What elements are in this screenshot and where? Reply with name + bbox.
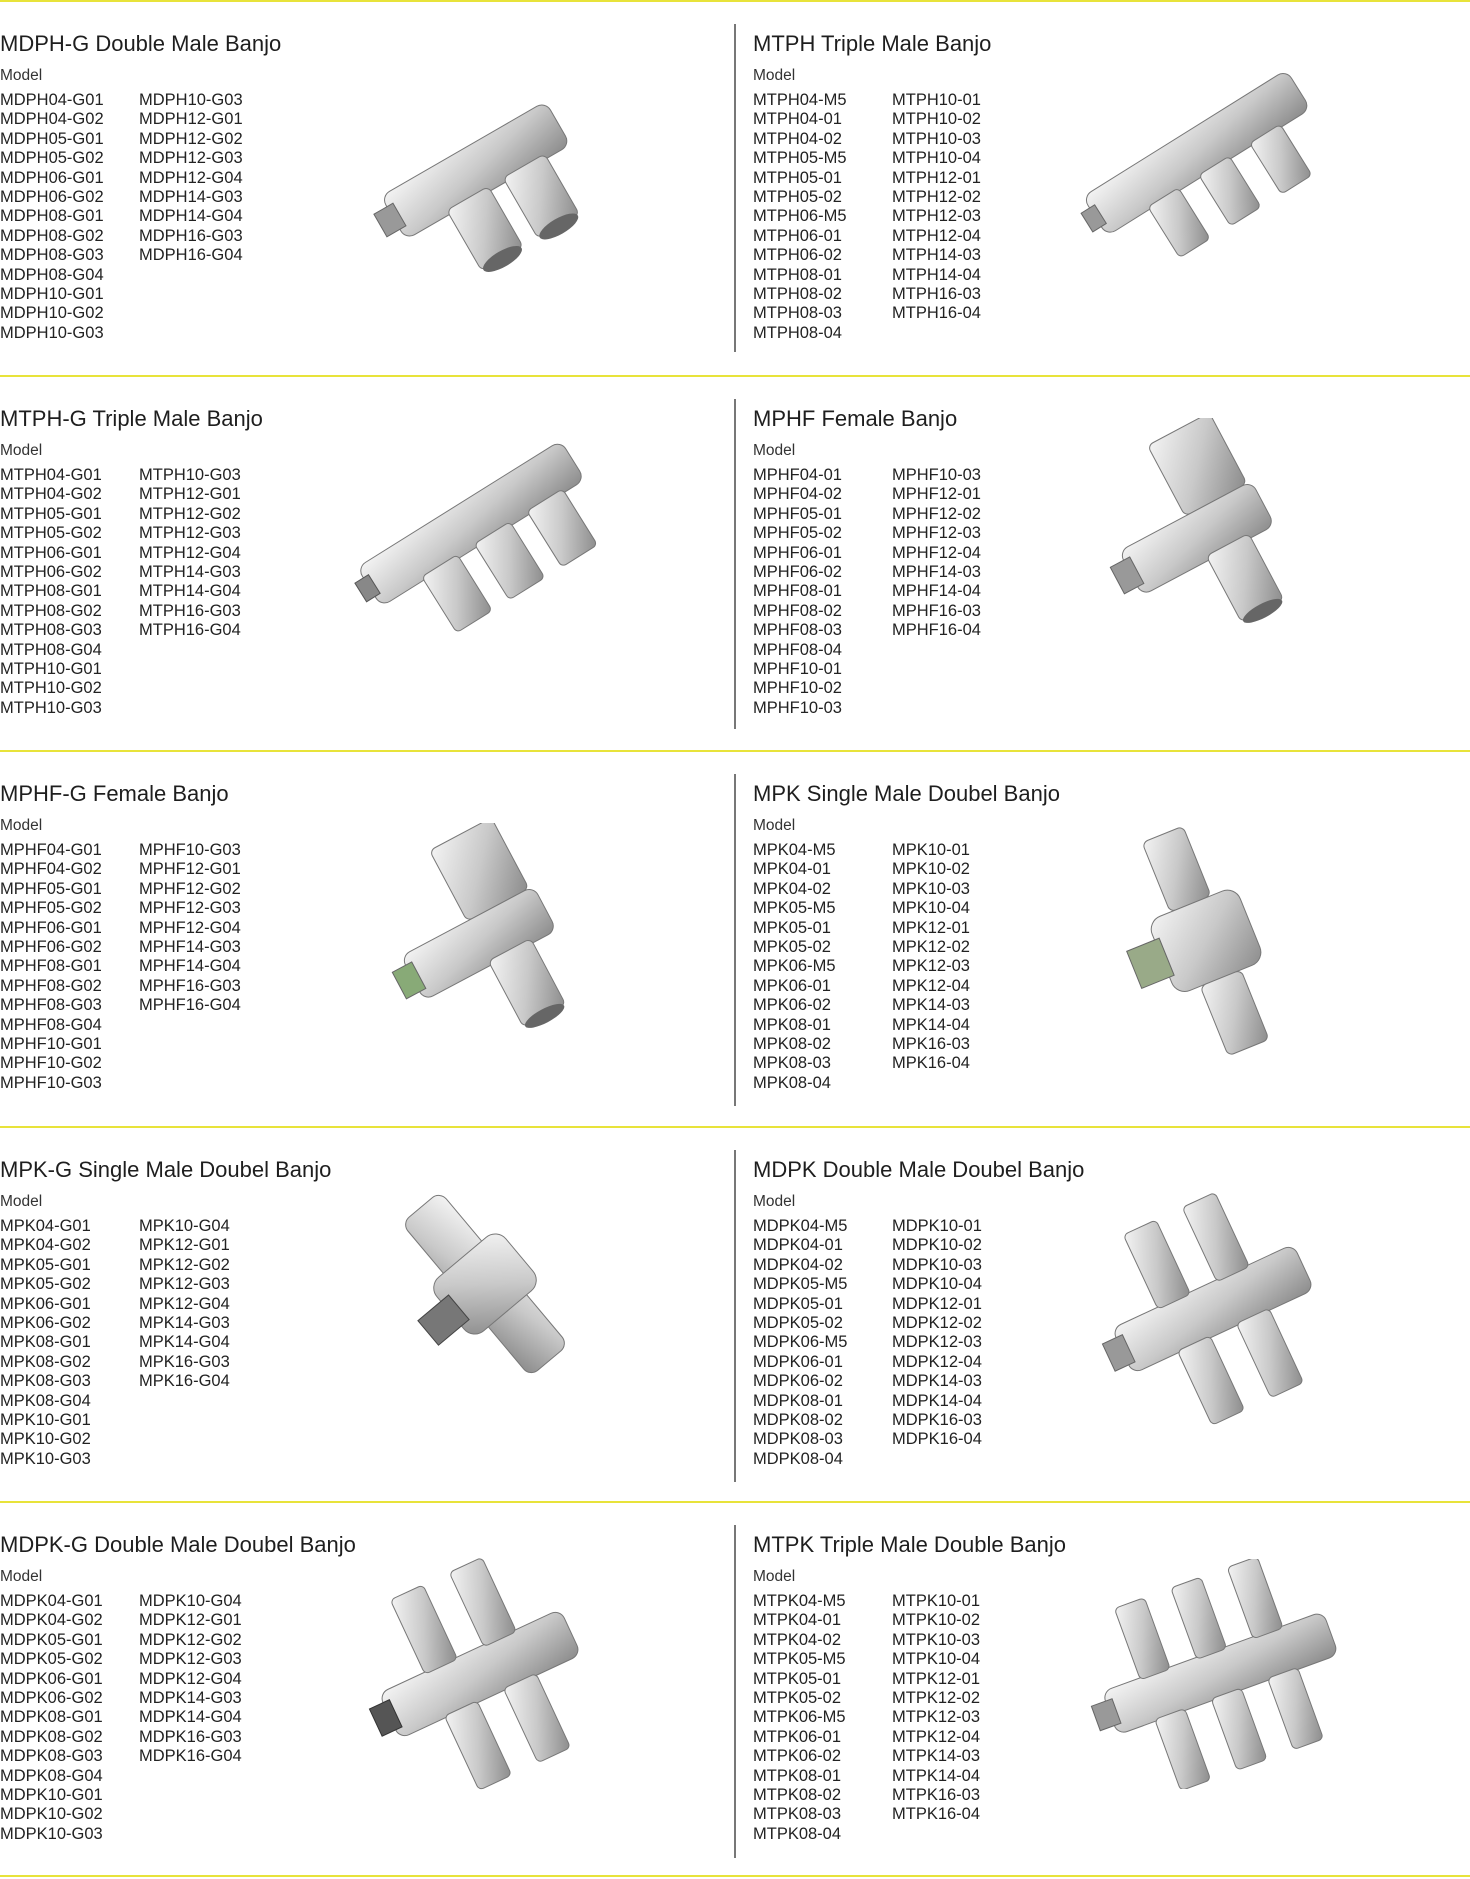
model-code: MTPK12-01: [892, 1669, 981, 1688]
model-code: MPK14-03: [892, 996, 970, 1015]
model-code: MDPH14-G04: [139, 207, 243, 226]
model-code: MTPH04-M5: [753, 91, 847, 109]
model-list: [139, 1592, 242, 1767]
product-title: MPHF Female Banjo: [753, 406, 958, 431]
model-label: Model: [0, 1193, 43, 1210]
product-title: MPHF-G Female Banjo: [0, 781, 229, 806]
model-code: MPK12-G04: [139, 1294, 230, 1313]
model-code: MPK14-G04: [139, 1333, 230, 1352]
model-code: MDPH05-G02: [0, 149, 104, 168]
model-code: MPK08-04: [753, 1073, 831, 1092]
model-code: MPHF14-G03: [139, 938, 241, 957]
model-code: MDPK05-G02: [0, 1650, 103, 1669]
model-list: [139, 466, 241, 641]
model-code: MPK05-M5: [753, 899, 836, 918]
model-code: MDPK04-01: [753, 1236, 843, 1255]
model-code: MPHF16-G03: [139, 976, 241, 995]
model-code: MDPK10-04: [892, 1275, 982, 1294]
model-code: MPK06-M5: [753, 957, 836, 976]
model-code: MPK10-G01: [0, 1411, 91, 1430]
model-code: MTPH12-G03: [139, 524, 241, 543]
model-code: MTPK05-01: [753, 1669, 842, 1688]
model-code: MTPH10-03: [892, 129, 981, 148]
model-code: MTPH16-G04: [139, 621, 241, 640]
model-code: MTPK14-04: [892, 1766, 981, 1785]
model-code: MPHF04-G02: [0, 860, 102, 879]
model-code: MPK16-03: [892, 1035, 970, 1054]
model-code: MPHF16-04: [892, 621, 981, 640]
model-list: [892, 466, 981, 641]
model-code: MPK12-G02: [139, 1255, 230, 1274]
model-code: MTPH05-G02: [0, 524, 102, 543]
product-title: MTPH Triple Male Banjo: [753, 31, 992, 56]
model-code: MTPK12-02: [892, 1689, 981, 1708]
model-code: MTPK05-02: [753, 1689, 842, 1708]
model-code: MPHF14-03: [892, 563, 981, 582]
model-code: MPHF06-02: [753, 563, 842, 582]
model-code: MTPH10-02: [892, 110, 981, 129]
model-code: MDPK10-02: [892, 1236, 982, 1255]
model-code: MDPK14-03: [892, 1372, 982, 1391]
model-code: MDPK14-04: [892, 1391, 982, 1410]
model-code: MDPK06-M5: [753, 1333, 848, 1352]
model-code: MDPK12-G01: [139, 1611, 242, 1630]
product-title: MDPH-G Double Male Banjo: [0, 31, 282, 56]
model-code: MTPH12-G02: [139, 504, 241, 523]
model-code: MTPK06-M5: [753, 1708, 846, 1727]
model-code: MTPH04-01: [753, 110, 842, 129]
model-code: MTPK12-03: [892, 1708, 981, 1727]
model-code: MDPH06-G02: [0, 188, 104, 207]
model-code: MPK12-01: [892, 918, 970, 937]
product-title: MDPK Double Male Doubel Banjo: [753, 1157, 1085, 1182]
model-code: MPK06-G02: [0, 1314, 91, 1333]
model-code: MPHF12-G02: [139, 879, 241, 898]
model-code: MTPH16-04: [892, 304, 981, 323]
model-code: MTPH12-G01: [139, 485, 241, 504]
model-code: MPK08-G03: [0, 1372, 91, 1391]
model-list: [753, 841, 836, 1093]
model-list: [139, 841, 241, 1016]
product-section: [0, 1504, 734, 1879]
model-code: MDPK04-G01: [0, 1592, 103, 1610]
model-code: MTPK04-02: [753, 1630, 842, 1649]
model-code: MPHF14-04: [892, 582, 981, 601]
model-code: MDPK05-01: [753, 1294, 843, 1313]
model-list: [139, 1217, 230, 1392]
product-section: [753, 753, 1470, 1128]
model-list: [753, 91, 847, 343]
column-divider: [734, 24, 736, 352]
model-code: MTPH06-M5: [753, 207, 847, 226]
model-code: MPK12-02: [892, 938, 970, 957]
product-section: [753, 378, 1470, 753]
model-code: MPK04-M5: [753, 841, 836, 859]
female-banjo-icon: [385, 823, 595, 1063]
model-code: MDPK16-03: [892, 1411, 982, 1430]
model-code: MDPK08-04: [753, 1449, 843, 1468]
model-list: [0, 91, 104, 343]
model-code: MTPK10-03: [892, 1630, 981, 1649]
model-label: Model: [753, 1193, 796, 1210]
model-code: MTPK14-03: [892, 1747, 981, 1766]
model-code: MDPK16-04: [892, 1430, 982, 1449]
double-male-banjo-icon: [360, 43, 600, 293]
model-label: Model: [753, 442, 796, 459]
model-code: MTPK16-03: [892, 1786, 981, 1805]
model-code: MTPH14-G03: [139, 563, 241, 582]
model-code: MDPH08-G03: [0, 246, 104, 265]
product-title: MPK-G Single Male Doubel Banjo: [0, 1157, 332, 1182]
product-section: [753, 3, 1470, 378]
model-code: MDPK10-01: [892, 1217, 982, 1235]
model-code: MTPH05-M5: [753, 149, 847, 168]
model-code: MPK08-G01: [0, 1333, 91, 1352]
product-title: MDPK-G Double Male Doubel Banjo: [0, 1532, 356, 1557]
model-code: MDPH10-G03: [0, 323, 104, 342]
model-code: MDPK10-G02: [0, 1805, 103, 1824]
model-code: MDPH04-G01: [0, 91, 104, 109]
model-code: MDPK12-03: [892, 1333, 982, 1352]
column-divider: [734, 1525, 736, 1858]
model-list: [892, 1217, 982, 1450]
model-code: MDPH04-G02: [0, 110, 104, 129]
model-code: MTPK06-02: [753, 1747, 842, 1766]
product-section: [0, 378, 734, 753]
model-code: MPK10-02: [892, 860, 970, 879]
model-code: MPHF12-G04: [139, 918, 241, 937]
model-code: MTPH10-G02: [0, 679, 102, 698]
model-code: MPHF10-03: [892, 466, 981, 484]
model-code: MTPK12-04: [892, 1727, 981, 1746]
model-code: MTPH16-G03: [139, 601, 241, 620]
model-code: MDPH08-G02: [0, 226, 104, 245]
model-code: MPK12-G01: [139, 1236, 230, 1255]
model-code: MPHF04-G01: [0, 841, 102, 859]
model-code: MTPK10-01: [892, 1592, 981, 1610]
female-banjo-icon: [1103, 418, 1313, 658]
model-code: MPK05-02: [753, 938, 831, 957]
model-code: MPHF12-G01: [139, 860, 241, 879]
model-code: MPHF05-G02: [0, 899, 102, 918]
model-code: MDPH10-G02: [0, 304, 104, 323]
triple-male-banjo-icon: [350, 418, 610, 658]
model-code: MPHF05-G01: [0, 879, 102, 898]
model-code: MTPH12-01: [892, 168, 981, 187]
model-list: [753, 1217, 847, 1469]
model-code: MPK08-01: [753, 1015, 831, 1034]
model-code: MDPH16-G03: [139, 226, 243, 245]
model-code: MDPK06-G02: [0, 1689, 103, 1708]
model-code: MPK04-G02: [0, 1236, 91, 1255]
model-code: MPHF04-01: [753, 466, 842, 484]
model-code: MTPH06-G02: [0, 563, 102, 582]
model-code: MDPH05-G01: [0, 129, 104, 148]
model-code: MPHF10-G03: [139, 841, 241, 859]
model-code: MDPH14-G03: [139, 188, 243, 207]
model-code: MDPH12-G03: [139, 149, 243, 168]
model-code: MTPK04-M5: [753, 1592, 846, 1610]
model-code: MTPK08-03: [753, 1805, 842, 1824]
model-code: MDPH16-G04: [139, 246, 243, 265]
model-code: MTPH08-G02: [0, 601, 102, 620]
model-code: MTPH10-G01: [0, 660, 102, 679]
model-code: MPHF14-G04: [139, 957, 241, 976]
model-code: MTPH05-G01: [0, 504, 102, 523]
model-code: MPK06-02: [753, 996, 831, 1015]
model-code: MPHF08-G02: [0, 976, 102, 995]
model-code: MTPH12-G04: [139, 543, 241, 562]
model-code: MDPK08-03: [753, 1430, 843, 1449]
model-code: MDPK08-G03: [0, 1747, 103, 1766]
model-code: MPHF05-01: [753, 504, 842, 523]
model-code: MTPH04-G01: [0, 466, 102, 484]
model-code: MPK10-G04: [139, 1217, 230, 1235]
product-section: [0, 3, 734, 378]
model-list: [0, 1217, 91, 1469]
model-label: Model: [0, 1568, 43, 1585]
model-code: MTPH04-G02: [0, 485, 102, 504]
model-label: Model: [0, 67, 43, 84]
model-code: MDPH10-G01: [0, 285, 104, 304]
model-code: MTPH12-02: [892, 188, 981, 207]
model-code: MDPK06-01: [753, 1352, 843, 1371]
product-title: MTPK Triple Male Double Banjo: [753, 1532, 1067, 1557]
model-code: MDPK10-G01: [0, 1786, 103, 1805]
model-code: MPK10-G02: [0, 1430, 91, 1449]
model-code: MPHF12-04: [892, 543, 981, 562]
model-code: MPK08-G04: [0, 1391, 91, 1410]
model-code: MDPK16-G04: [139, 1747, 242, 1766]
model-code: MDPK12-02: [892, 1314, 982, 1333]
model-code: MPK16-G04: [139, 1372, 230, 1391]
model-code: MTPH05-01: [753, 168, 842, 187]
model-code: MPK08-02: [753, 1035, 831, 1054]
model-code: MDPK05-M5: [753, 1275, 848, 1294]
model-code: MDPK10-03: [892, 1255, 982, 1274]
model-code: MDPK04-02: [753, 1255, 843, 1274]
model-code: MPHF12-01: [892, 485, 981, 504]
model-code: MPHF16-03: [892, 601, 981, 620]
product-section: [753, 1129, 1470, 1504]
model-code: MDPH12-G02: [139, 129, 243, 148]
model-code: MTPK05-M5: [753, 1650, 846, 1669]
model-code: MPK10-04: [892, 899, 970, 918]
model-code: MPK08-03: [753, 1054, 831, 1073]
model-code: MTPH16-03: [892, 285, 981, 304]
model-code: MPHF12-02: [892, 504, 981, 523]
model-code: MDPK05-G01: [0, 1630, 103, 1649]
model-code: MTPK08-04: [753, 1824, 842, 1843]
model-code: MDPK08-G02: [0, 1727, 103, 1746]
model-code: MTPH08-G01: [0, 582, 102, 601]
model-list: [753, 1592, 846, 1844]
model-list: [892, 1592, 980, 1825]
model-code: MDPK06-G01: [0, 1669, 103, 1688]
model-code: MPHF10-01: [753, 660, 842, 679]
model-code: MTPH08-03: [753, 304, 842, 323]
model-code: MTPK10-04: [892, 1650, 981, 1669]
model-code: MPHF08-03: [753, 621, 842, 640]
model-code: MDPH10-G03: [139, 91, 243, 109]
model-code: MPHF06-G02: [0, 938, 102, 957]
model-code: MDPK14-G03: [139, 1689, 242, 1708]
model-code: MTPH05-02: [753, 188, 842, 207]
model-code: MPK16-G03: [139, 1352, 230, 1371]
model-code: MPK06-G01: [0, 1294, 91, 1313]
model-code: MTPH10-01: [892, 91, 981, 109]
model-label: Model: [0, 817, 43, 834]
model-code: MPHF12-03: [892, 524, 981, 543]
model-code: MDPH06-G01: [0, 168, 104, 187]
model-label: Model: [753, 1568, 796, 1585]
model-code: MPHF08-G04: [0, 1015, 102, 1034]
model-code: MPK05-G02: [0, 1275, 91, 1294]
model-list: [139, 91, 243, 266]
model-code: MDPK08-G01: [0, 1708, 103, 1727]
model-code: MTPH08-G03: [0, 621, 102, 640]
model-code: MDPK08-02: [753, 1411, 843, 1430]
model-code: MPK14-04: [892, 1015, 970, 1034]
model-list: [0, 841, 102, 1093]
model-code: MDPH08-G01: [0, 207, 104, 226]
product-section: [0, 1129, 734, 1504]
model-code: MTPH04-02: [753, 129, 842, 148]
model-code: MPK12-04: [892, 976, 970, 995]
model-code: MDPK08-01: [753, 1391, 843, 1410]
triple-male-double-banjo-icon: [1083, 1559, 1353, 1789]
model-code: MDPK04-G02: [0, 1611, 103, 1630]
model-code: MPHF08-G01: [0, 957, 102, 976]
model-code: MTPH14-04: [892, 265, 981, 284]
single-male-double-banjo-icon: [360, 1169, 610, 1399]
model-code: MPHF16-G04: [139, 996, 241, 1015]
product-title: MPK Single Male Doubel Banjo: [753, 781, 1060, 806]
product-section: [753, 1504, 1470, 1879]
model-code: MPK04-01: [753, 860, 831, 879]
model-code: MTPH12-04: [892, 226, 981, 245]
model-code: MPHF12-G03: [139, 899, 241, 918]
model-code: MPK16-04: [892, 1054, 970, 1073]
model-code: MTPH06-01: [753, 226, 842, 245]
model-code: MDPK05-02: [753, 1314, 843, 1333]
product-title: MTPH-G Triple Male Banjo: [0, 406, 263, 431]
model-code: MDPK10-G03: [0, 1824, 103, 1843]
model-code: MPHF08-01: [753, 582, 842, 601]
single-male-double-banjo-icon: [1113, 813, 1313, 1063]
model-code: MTPH08-01: [753, 265, 842, 284]
model-code: MPK10-G03: [0, 1449, 91, 1468]
model-code: MTPK04-01: [753, 1611, 842, 1630]
model-code: MDPK14-G04: [139, 1708, 242, 1727]
model-code: MDPK04-M5: [753, 1217, 848, 1235]
model-code: MPHF10-G01: [0, 1035, 102, 1054]
product-section: [0, 753, 734, 1128]
model-code: MPK12-G03: [139, 1275, 230, 1294]
model-code: MTPH10-G03: [139, 466, 241, 484]
model-label: Model: [753, 67, 796, 84]
triple-male-banjo-icon: [1073, 43, 1333, 283]
model-code: MDPK08-G04: [0, 1766, 103, 1785]
model-code: MPHF08-04: [753, 640, 842, 659]
model-code: MDPK12-04: [892, 1352, 982, 1371]
model-code: MPK06-01: [753, 976, 831, 995]
model-code: MPHF06-01: [753, 543, 842, 562]
model-code: MTPK08-01: [753, 1766, 842, 1785]
model-code: MTPH12-03: [892, 207, 981, 226]
model-label: Model: [0, 442, 43, 459]
column-divider: [734, 1150, 736, 1482]
model-code: MTPH06-02: [753, 246, 842, 265]
model-code: MTPK06-01: [753, 1727, 842, 1746]
model-code: MPHF10-G03: [0, 1073, 102, 1092]
model-code: MPK14-G03: [139, 1314, 230, 1333]
model-code: MPHF05-02: [753, 524, 842, 543]
column-divider: [734, 399, 736, 729]
model-code: MTPH08-02: [753, 285, 842, 304]
model-label: Model: [753, 817, 796, 834]
model-list: [753, 466, 842, 718]
model-code: MPK04-G01: [0, 1217, 91, 1235]
double-male-double-banjo-icon: [360, 1554, 600, 1794]
model-code: MPHF10-03: [753, 698, 842, 717]
model-code: MPHF10-G02: [0, 1054, 102, 1073]
model-code: MDPK06-02: [753, 1372, 843, 1391]
model-code: MDPH12-G01: [139, 110, 243, 129]
model-code: MTPH10-G03: [0, 698, 102, 717]
model-code: MTPH14-G04: [139, 582, 241, 601]
model-code: MPHF10-02: [753, 679, 842, 698]
model-code: MPK05-G01: [0, 1255, 91, 1274]
model-list: [892, 91, 981, 324]
model-code: MPHF08-G03: [0, 996, 102, 1015]
model-list: [0, 466, 102, 718]
model-code: MTPK16-04: [892, 1805, 981, 1824]
model-code: MTPK10-02: [892, 1611, 981, 1630]
model-list: [892, 841, 970, 1074]
model-code: MPK10-01: [892, 841, 970, 859]
model-code: MTPH06-G01: [0, 543, 102, 562]
model-code: MDPK16-G03: [139, 1727, 242, 1746]
model-code: MDPK12-G04: [139, 1669, 242, 1688]
model-code: MDPH08-G04: [0, 265, 104, 284]
model-code: MPHF06-G01: [0, 918, 102, 937]
section-divider-top: [0, 0, 1470, 2]
model-code: MTPH10-04: [892, 149, 981, 168]
model-code: MDPK12-G02: [139, 1630, 242, 1649]
model-code: MTPK08-02: [753, 1786, 842, 1805]
model-code: MDPK12-01: [892, 1294, 982, 1313]
model-code: MPHF04-02: [753, 485, 842, 504]
double-male-double-banjo-icon: [1093, 1189, 1333, 1429]
model-code: MDPK10-G04: [139, 1592, 242, 1610]
model-code: MPHF08-02: [753, 601, 842, 620]
model-code: MDPK12-G03: [139, 1650, 242, 1669]
model-list: [0, 1592, 103, 1844]
model-code: MTPH08-G04: [0, 640, 102, 659]
model-code: MTPH14-03: [892, 246, 981, 265]
column-divider: [734, 774, 736, 1106]
model-code: MPK12-03: [892, 957, 970, 976]
model-code: MPK05-01: [753, 918, 831, 937]
model-code: MPK04-02: [753, 879, 831, 898]
model-code: MPK08-G02: [0, 1352, 91, 1371]
model-code: MTPH08-04: [753, 323, 842, 342]
model-code: MDPH12-G04: [139, 168, 243, 187]
model-code: MPK10-03: [892, 879, 970, 898]
